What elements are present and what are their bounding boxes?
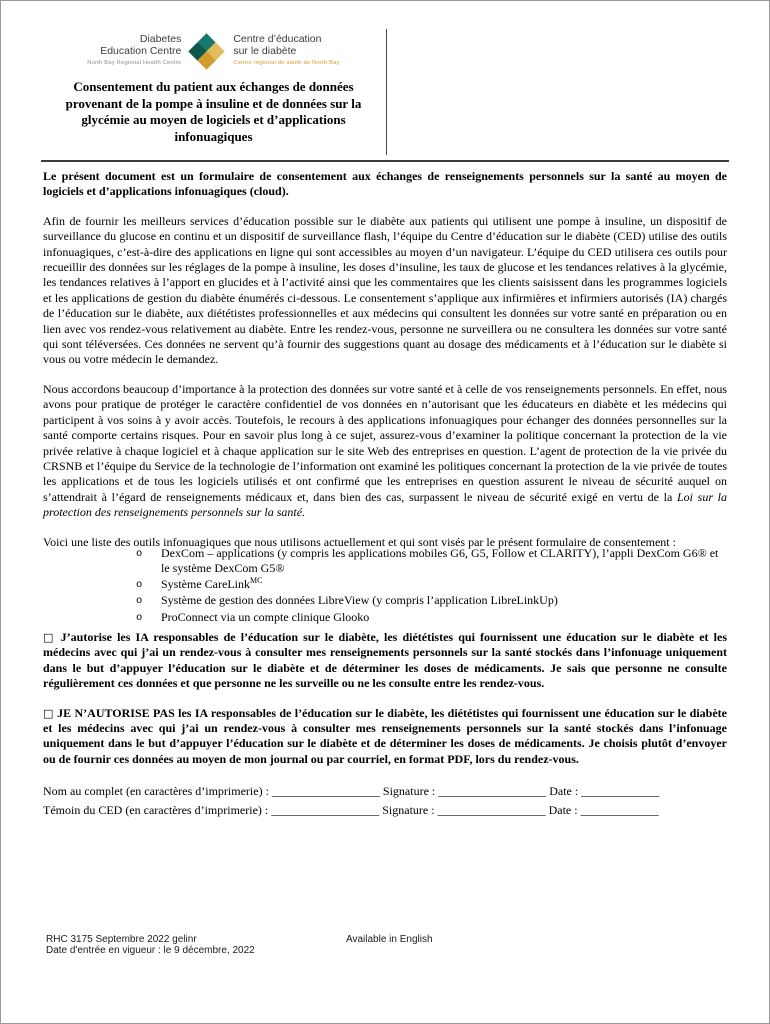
- list-intro: Voici une liste des outils infonuagiques que nous utilisons actuellement et qui sont visés par le présent formulaire de consentement :: [43, 534, 676, 549]
- witness-name-label: Témoin du CED (en caractères d’imprimerie) :: [43, 802, 269, 817]
- consent-authorize-text: J’autorise les IA responsables de l’éducation sur le diabète, les diététistes qui fournissent une éducation sur le diabète et les médecins avec qui j’ai un rendez-vous à consulter mes renseignements personnels sur la santé stockés dans l’infonuage uniquement dans le but d’appuyer l’éducation sur le diabète et de déterminer les doses de médicaments. Je sais que personne ne consulte régulièrement ces données et que personne ne les surveille ou ne les consulte entre les rendez-vous.: [43, 629, 727, 691]
- patient-signature-blank[interactable]: __________________: [438, 784, 547, 799]
- diamond-logo-icon: [190, 35, 224, 69]
- list-item-text: [161, 577, 727, 593]
- footer-row: [46, 934, 728, 945]
- logo-fr-line2: sur le diabète: [233, 45, 297, 58]
- header: [41, 29, 729, 155]
- date-label: Date :: [549, 784, 579, 799]
- cloud-tools-list: [43, 546, 727, 626]
- list-item-libreview: [43, 593, 727, 609]
- bullet-marker: o: [136, 547, 143, 560]
- logo: [47, 33, 380, 69]
- witness-name-blank[interactable]: __________________: [271, 802, 380, 817]
- list-item-dexcom: [43, 546, 727, 577]
- list-item-carelink: [43, 577, 727, 593]
- intro-paragraph: Le présent document est un formulaire de consentement aux échanges de renseignements personnels sur la santé au moyen de logiciels et d’applications infonuagiques (cloud).: [43, 169, 727, 199]
- consent-authorize-paragraph: [43, 630, 727, 692]
- patient-date-blank[interactable]: _____________: [581, 784, 660, 799]
- logo-fr-subtitle: Centre régional de santé de North Bay: [233, 59, 340, 66]
- list-item-glooko: [43, 610, 727, 626]
- signature-label: Signature :: [382, 784, 436, 799]
- available-in-english: Available in English: [346, 934, 433, 945]
- tool-label-libreview: Système de gestion des données LibreView (y compris l’application LibreLinkUp): [161, 593, 558, 608]
- witness-date-blank[interactable]: _____________: [580, 802, 659, 817]
- footer: [46, 934, 728, 956]
- list-item-text: [161, 593, 727, 609]
- paragraph-privacy-text: Nous accordons beaucoup d’importance à la protection des données sur votre santé et à celle de vos renseignements personnels. En effet, nous avons pour pratique de protéger le caractère confidentiel de vos données en n’autorisant que les éducateurs en diabète et les médecins qui participent à vos soins à y avoir accès. Toutefois, le recours à des applications infonuagiques pour échanger des données personnelles sur la santé comporte certains risques. Pour en savoir plus long à ce sujet, assurez-vous d’examiner la politique concernant la protection de la vie privée relative à chaque logiciel et à chaque application sur le site Web des entreprises en question. L’agent de protection de la vie privée du CRSNB et l’équipe du Service de la technologie de l’information ont examiné les politiques concernant la protection de la vie privée de toutes les applications et de tous les logiciels utilisés et ont confirmé que les entreprises en question assurent le niveau de sécurité auquel on s’attendrait à l’égard de renseignements médicaux et, dans bien des cas, surpassent le niveau de sécurité exigé en vertu de la: [43, 381, 727, 504]
- date-label: Date :: [548, 802, 578, 817]
- logo-en-subtitle: North Bay Regional Health Centre: [87, 59, 182, 66]
- page-title: Consentement du patient aux échanges de données provenant de la pompe à insuline et de données sur la glycémie au moyen de logiciels et d’applications infonuagiques: [65, 79, 362, 144]
- logo-en-name: [87, 33, 181, 58]
- logo-fr-name: [233, 33, 339, 58]
- patient-name-blank[interactable]: __________________: [271, 784, 380, 799]
- paragraph-privacy: [43, 382, 727, 521]
- patient-name-label: Nom au complet (en caractères d’imprimerie) :: [43, 784, 269, 799]
- signature-row-witness: [43, 803, 727, 818]
- effective-date: Date d'entrée en vigueur : le 9 décembre, 2022: [46, 945, 255, 956]
- bullet-marker: o: [136, 595, 143, 608]
- consent-refuse-text: JE N’AUTORISE PAS les IA responsables de l’éducation sur le diabète, les diététistes qui fournissent une éducation sur le diabète et les médecins avec qui j’ai un rendez-vous à consulter mes renseignements personnels sur la santé stockés dans l’infonuage uniquement dans le but d’appuyer l’éducation sur le diabète et de déterminer les doses de médicaments. Je choisis plutôt d’envoyer ou de fournir ces données au moyen de mon journal ou par courriel, en format PDF, lors du rendez-vous.: [43, 705, 727, 766]
- consent-refuse-checkbox[interactable]: □: [43, 706, 54, 720]
- document-body: [43, 169, 727, 818]
- signature-section: [43, 784, 727, 818]
- paragraph-data-collection: Afin de fournir les meilleurs services d’éducation possible sur le diabète aux patients qui utilisent une pompe à insuline, un dispositif de surveillance du glucose en continu et un dispositif de surveillance flash, l’équipe du Centre d’éducation sur le diabète (CED) utilise des outils infonuagiques, c’est-à-dire des applications en ligne qui sont accessibles au moyen d’un navigateur. L’équipe du CED utilisera ces outils pour recueillir des données sur les réglages de la pompe à insuline, les doses d’insuline, les taux de glucose et les tendances relatives à la glycémie, les tendances relatives à l’apport en glucides et à l’activité ainsi que les commentaires que les clients saisissent dans les programmes logiciels et les applications de gestion du diabète énumérés ci-dessous. Le consentement s’applique aux infirmières et infirmiers autorisés (IA) chargés de l’éducation sur le diabète, aux diététistes professionnelles et aux médecins qui consultent les données sur votre santé en préparation ou en lien avec vos rendez-vous relativement au diabète. Entre les rendez-vous, personne ne surveillera ou ne consultera les données sur votre santé qui sont téléversées. Ces données ne servent qu’à fournir des suggestions quant au dosage des médicaments et à l’éducation sur le diabète si vous ou votre médecin le demandez.: [43, 213, 727, 367]
- consent-refuse-paragraph: [43, 706, 727, 768]
- tool-label-carelink: Système CareLink: [161, 576, 250, 591]
- logo-english-block: [87, 33, 181, 66]
- trademark-sup: MC: [249, 575, 263, 585]
- list-item-text: [161, 610, 727, 626]
- bullet-marker: o: [136, 611, 143, 624]
- witness-signature-blank[interactable]: __________________: [437, 802, 546, 817]
- consent-authorize-checkbox[interactable]: □: [43, 630, 56, 644]
- document-code: RHC 3175 Septembre 2022 gelinr: [46, 934, 197, 945]
- privacy-law-reference: Loi sur la protection des renseignements personnels sur la santé.: [43, 489, 728, 520]
- list-item-text: [161, 546, 727, 577]
- signature-row-patient: [43, 784, 727, 799]
- header-divider: [41, 160, 729, 162]
- logo-french-block: [233, 33, 339, 66]
- logo-en-line2: Education Centre: [100, 45, 182, 58]
- tool-label-glooko: ProConnect via un compte clinique Glooko: [161, 609, 370, 624]
- logo-en-line1: Diabetes: [139, 33, 182, 45]
- logo-fr-line1: Centre d’éducation: [233, 33, 322, 45]
- bullet-marker: o: [136, 578, 143, 591]
- header-box: [41, 29, 387, 155]
- signature-label: Signature :: [382, 802, 435, 817]
- tool-label-dexcom: DexCom – applications (y compris les applications mobiles G6, G5, Follow et CLARITY), l’appli DexCom G6® et le système DexCom G5®: [161, 545, 719, 576]
